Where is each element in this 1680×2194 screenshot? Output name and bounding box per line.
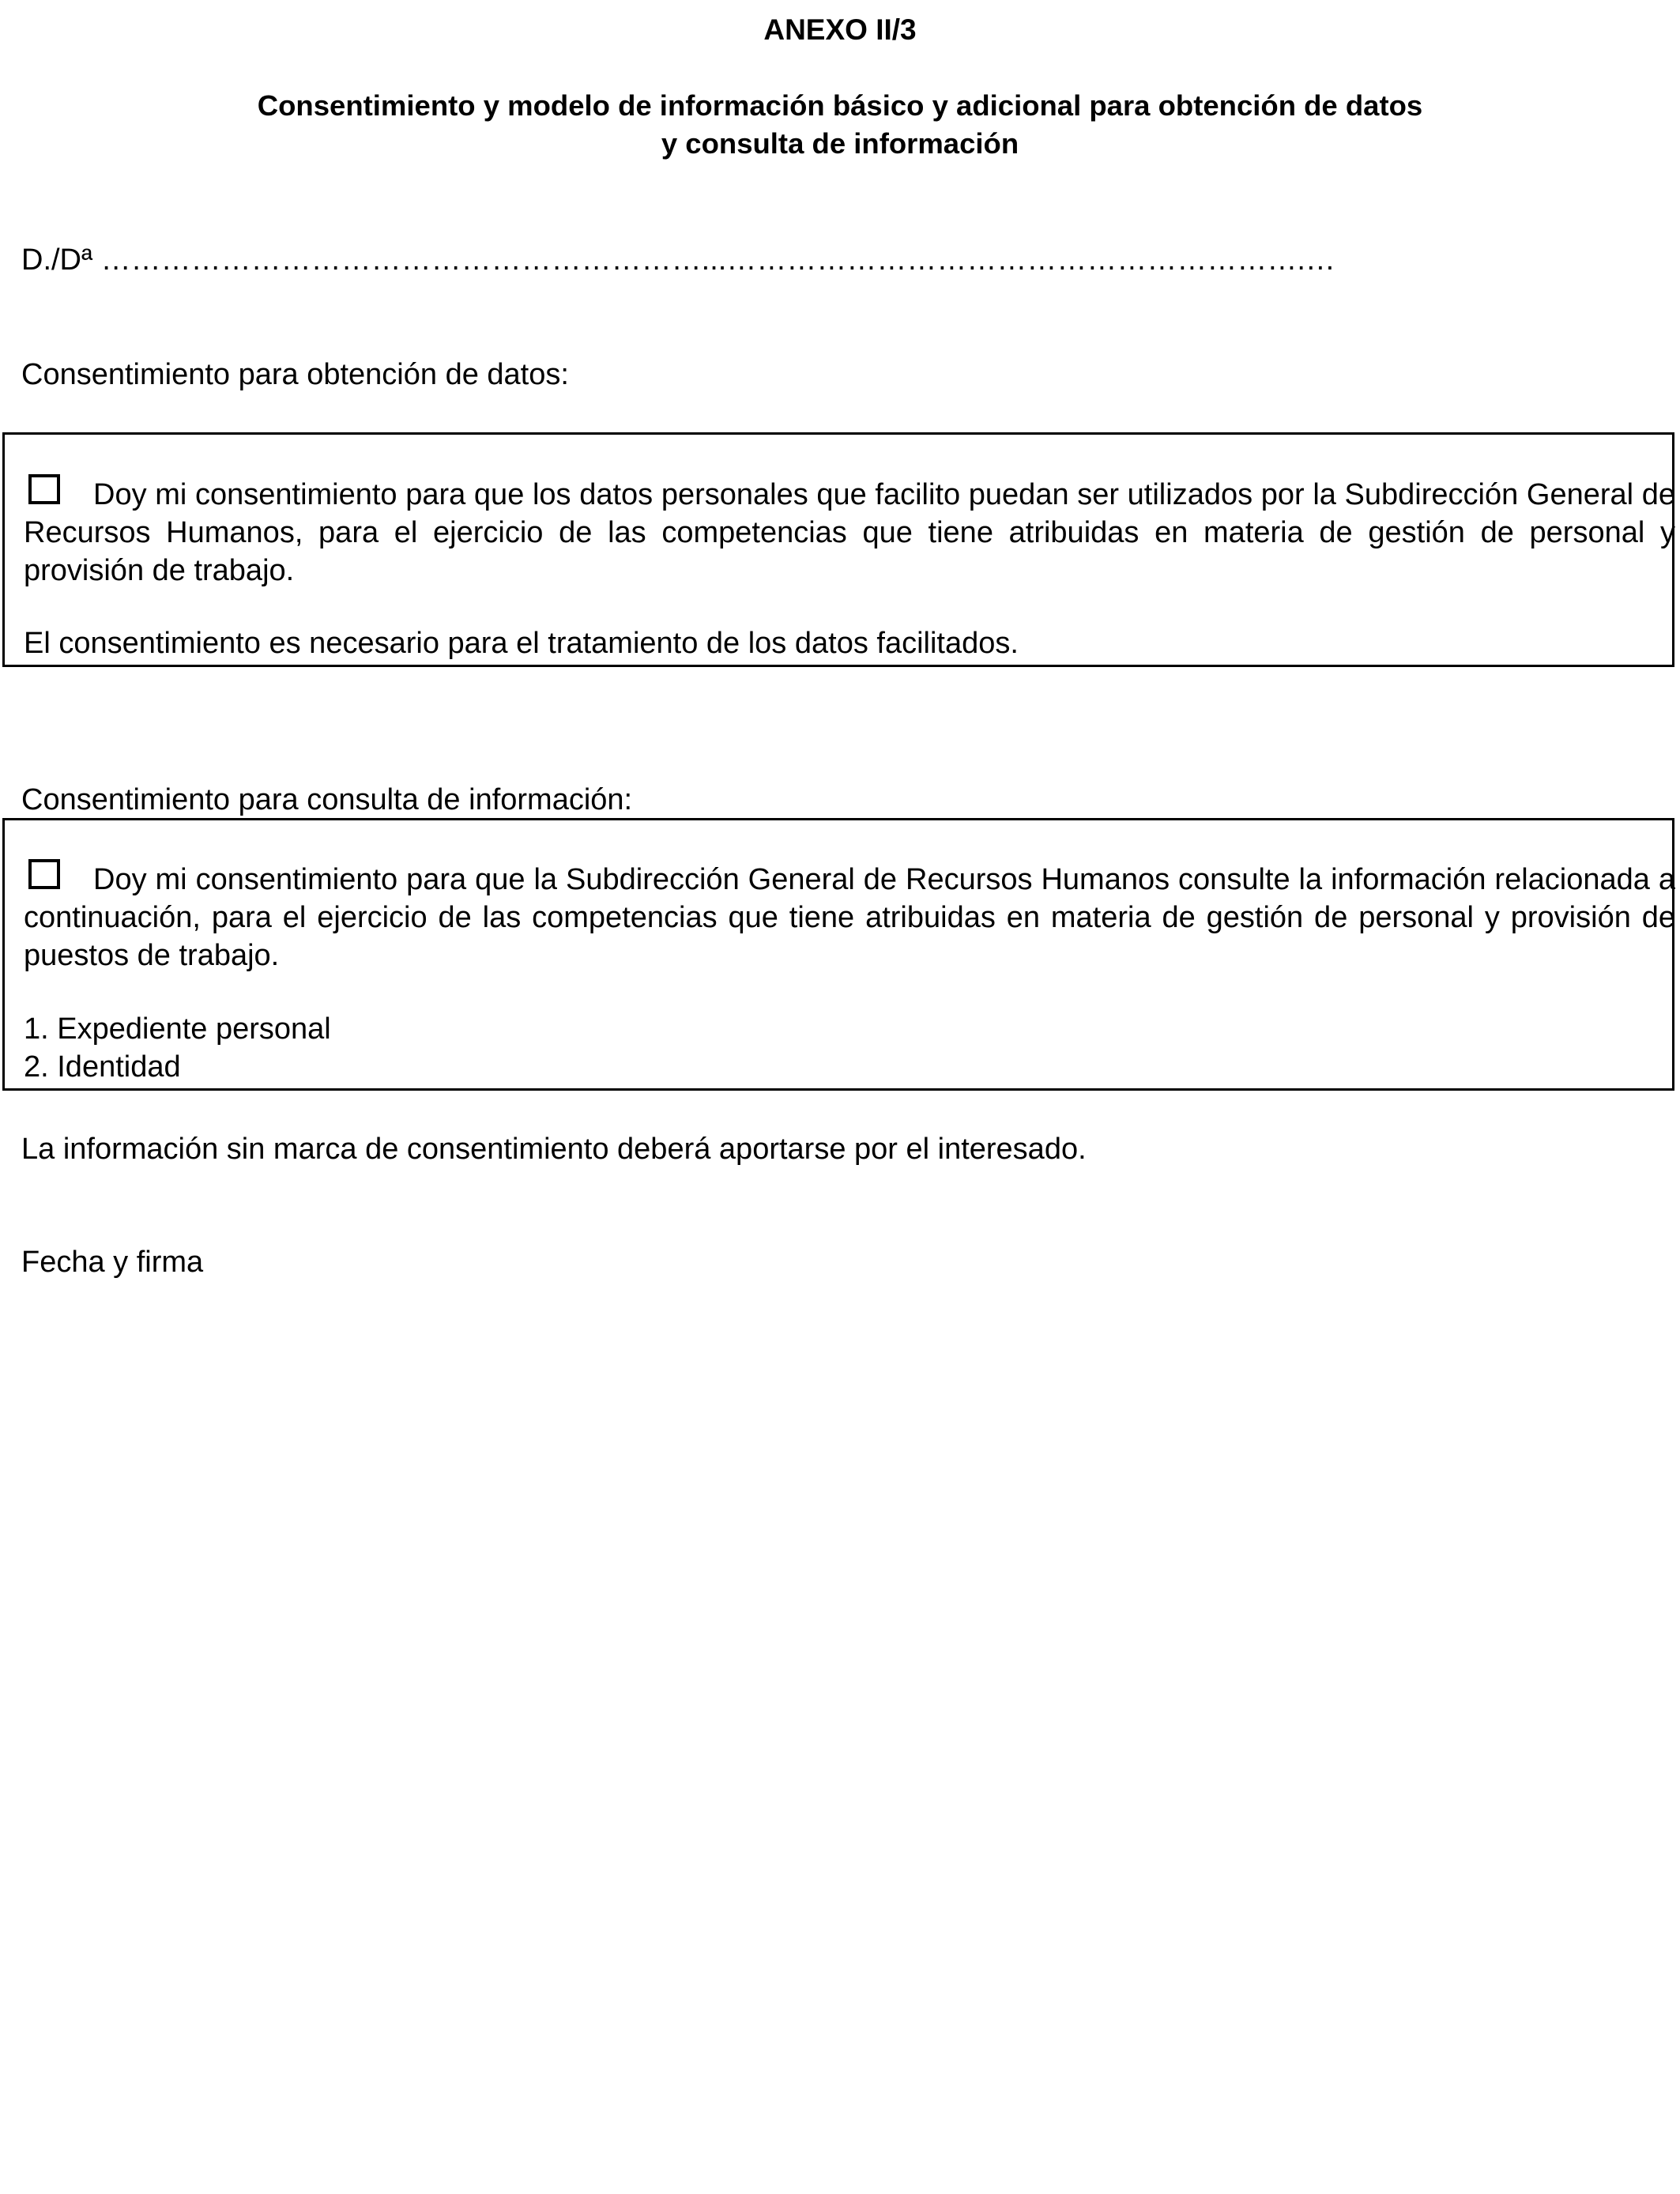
document-title (0, 87, 1680, 163)
applicant-label: D./Dª (21, 243, 93, 277)
consult-item-list (24, 1010, 1675, 1086)
missing-consent-note: La información sin marca de consentimiento deberá aportarse por el interesado. (21, 1133, 1087, 1166)
data-consent-text: Doy mi consentimiento para que los datos personales que facilito puedan ser utilizados por la Subdirección General de Recursos Humanos, para el ejercicio de las competencias que tiene atribuidas en materia de gestión de personal y provisión de trabajo. (24, 478, 1675, 587)
list-item: 1. Expediente personal (24, 1012, 331, 1046)
list-item: 2. Identidad (24, 1050, 181, 1084)
applicant-name-field[interactable]: ……………………………………………………...………………………………………………….… (100, 243, 1335, 277)
data-consent-box (2, 432, 1674, 667)
data-consent-heading: Consentimiento para obtención de datos: (21, 358, 569, 391)
consult-consent-box (2, 818, 1674, 1091)
consult-consent-text: Doy mi consentimiento para que la Subdirección General de Recursos Humanos consulte la información relacionada a continuación, para el ejercicio de las competencias que tiene atribuidas en materia de gestión de personal y provisión de puestos de trabajo. (24, 863, 1675, 972)
data-consent-note: El consentimiento es necesario para el tratamiento de los datos facilitados. (24, 627, 1019, 660)
applicant-name-line[interactable] (21, 241, 1586, 279)
annex-number: ANEXO II/3 (763, 13, 917, 46)
document-title-line-2: y consulta de información (661, 127, 1019, 160)
date-and-signature-label: Fecha y firma (21, 1246, 204, 1279)
document-title-line-1: Consentimiento y modelo de información básico y adicional para obtención de datos (257, 89, 1423, 122)
consult-consent-heading: Consentimiento para consulta de información: (21, 783, 633, 816)
